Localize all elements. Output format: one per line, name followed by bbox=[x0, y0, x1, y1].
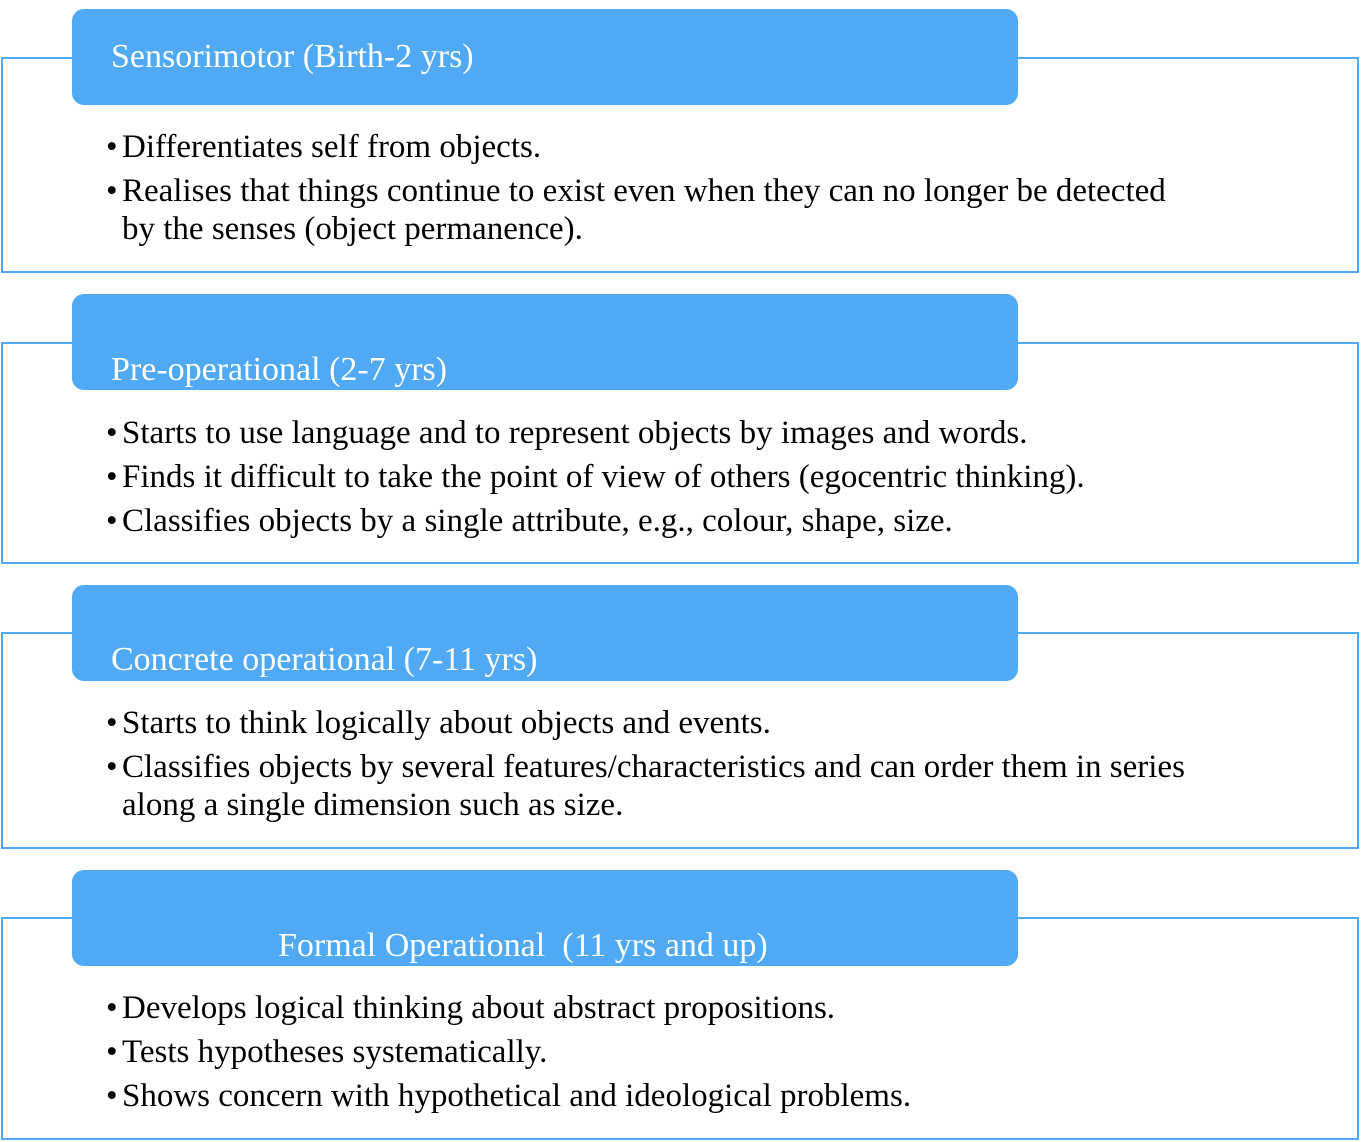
bullet-text: Tests hypotheses systematically. bbox=[122, 1034, 548, 1070]
stage-title: Sensorimotor (Birth-2 yrs) bbox=[111, 38, 474, 75]
stage-title: Formal Operational (11 yrs and up) bbox=[278, 927, 768, 964]
bullet-text: Finds it difficult to take the point of view of others (egocentric thinking). bbox=[122, 459, 1085, 495]
list-item bbox=[106, 704, 1246, 742]
bullet-text: Classifies objects by several features/characteristics and can order them in series along a single dimension such as size. bbox=[122, 749, 1185, 823]
stage-header-formal-operational bbox=[72, 870, 1018, 966]
stage-header-pre-operational bbox=[72, 294, 1018, 390]
bullet-icon: • bbox=[106, 459, 118, 495]
bullet-text: Classifies objects by a single attribute, e.g., colour, shape, size. bbox=[122, 503, 953, 539]
stage-title: Pre-operational (2-7 yrs) bbox=[111, 351, 448, 388]
bullet-text: Shows concern with hypothetical and ideological problems. bbox=[122, 1078, 912, 1114]
bullet-text: Starts to think logically about objects and events. bbox=[122, 705, 771, 741]
list-item bbox=[106, 458, 1306, 496]
list-item bbox=[106, 172, 1186, 248]
bullet-text: Realises that things continue to exist even when they can no longer be detected by the senses (object permanence). bbox=[122, 173, 1166, 247]
stage-bullets-sensorimotor bbox=[106, 128, 1186, 248]
list-item bbox=[106, 748, 1246, 824]
bullet-icon: • bbox=[106, 749, 118, 785]
list-item bbox=[106, 128, 1186, 166]
list-item bbox=[106, 1033, 1306, 1071]
stage-bullets-concrete-operational bbox=[106, 704, 1246, 824]
list-item bbox=[106, 502, 1306, 540]
bullet-text: Develops logical thinking about abstract propositions. bbox=[122, 990, 836, 1026]
bullet-text: Starts to use language and to represent objects by images and words. bbox=[122, 415, 1028, 451]
stage-bullets-pre-operational bbox=[106, 414, 1306, 540]
list-item bbox=[106, 414, 1306, 452]
bullet-icon: • bbox=[106, 415, 118, 451]
bullet-icon: • bbox=[106, 990, 118, 1026]
stage-header-concrete-operational bbox=[72, 585, 1018, 681]
stage-header-sensorimotor bbox=[72, 9, 1018, 105]
list-item bbox=[106, 989, 1306, 1027]
bullet-icon: • bbox=[106, 173, 118, 209]
stage-title: Concrete operational (7-11 yrs) bbox=[111, 641, 538, 678]
stage-bullets-formal-operational bbox=[106, 989, 1306, 1115]
bullet-icon: • bbox=[106, 129, 118, 165]
list-item bbox=[106, 1077, 1306, 1115]
bullet-icon: • bbox=[106, 503, 118, 539]
bullet-icon: • bbox=[106, 1078, 118, 1114]
bullet-icon: • bbox=[106, 1034, 118, 1070]
bullet-icon: • bbox=[106, 705, 118, 741]
bullet-text: Differentiates self from objects. bbox=[122, 129, 542, 165]
